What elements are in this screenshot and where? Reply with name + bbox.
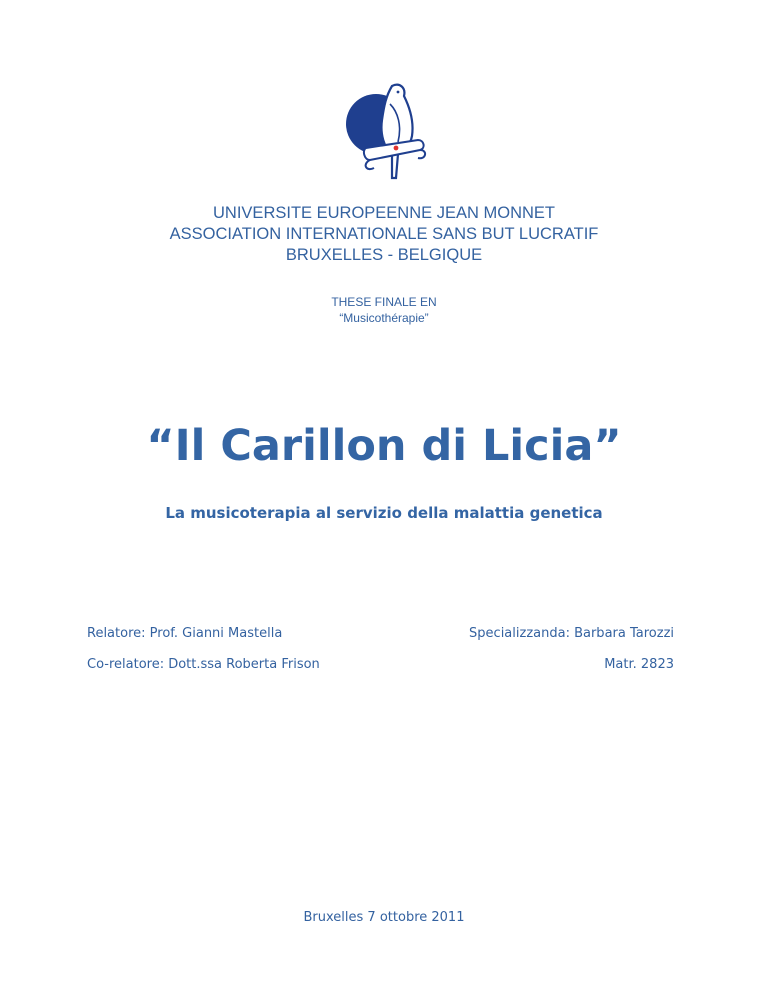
- thesis-type: THESE FINALE EN: [331, 295, 437, 309]
- bird-icon: [381, 85, 412, 178]
- thesis-type-block: [0, 294, 768, 326]
- thesis-subtitle: La musicoterapia al servizio della malattia genetica: [165, 504, 603, 522]
- institution-header: [0, 203, 768, 266]
- scroll-curl-right: [418, 150, 425, 158]
- relatore: Relatore: Prof. Gianni Mastella: [87, 626, 283, 641]
- bird-eye: [397, 91, 400, 94]
- scroll-curl: [366, 160, 374, 169]
- matricola: Matr. 2823: [604, 657, 674, 672]
- location: BRUXELLES - BELGIQUE: [285, 246, 483, 264]
- specializzanda: Specializzanda: Barbara Tarozzi: [469, 626, 674, 641]
- association-name: ASSOCIATION INTERNATIONALE SANS BUT LUCRATIF: [169, 225, 599, 243]
- university-name: UNIVERSITE EUROPEENNE JEAN MONNET: [213, 204, 555, 222]
- red-seal-icon: [394, 146, 399, 151]
- thesis-title: “Il Carillon di Licia”: [146, 421, 622, 471]
- date-place: Bruxelles 7 ottobre 2011: [303, 910, 465, 925]
- university-logo: [340, 78, 430, 192]
- corelatore: Co-relatore: Dott.ssa Roberta Frison: [87, 657, 320, 672]
- thesis-field: “Musicothérapie”: [339, 311, 429, 325]
